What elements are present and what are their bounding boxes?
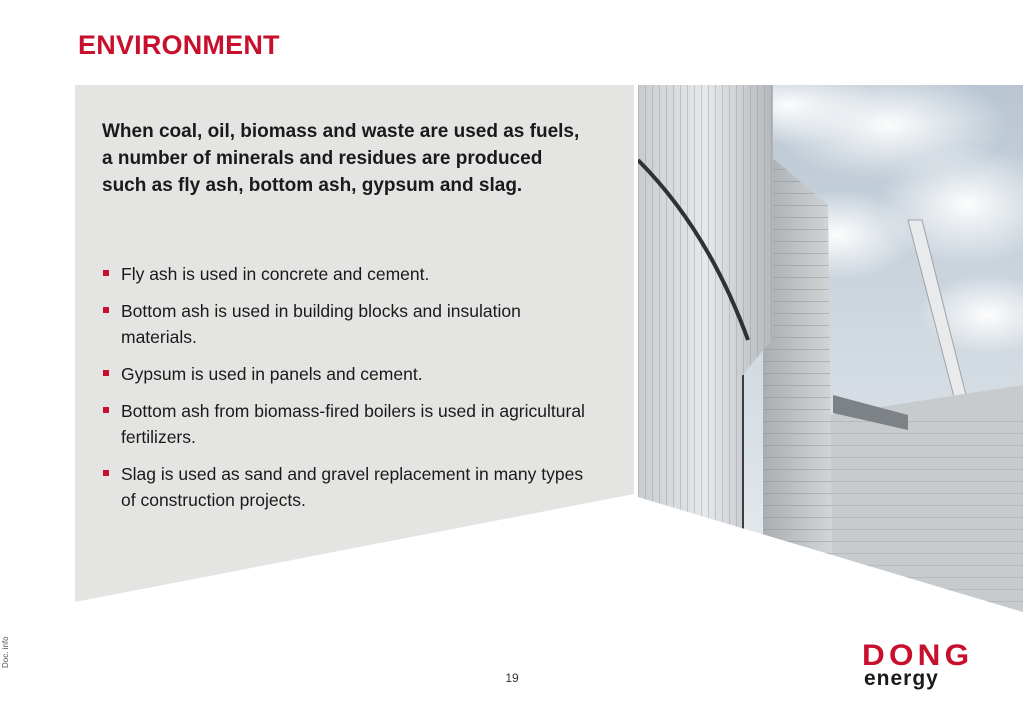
list-item — [102, 361, 592, 387]
list-item-text: Bottom ash from biomass-fired boilers is used in agricultural fertilizers. — [121, 401, 585, 447]
list-item-text: Gypsum is used in panels and cement. — [121, 364, 423, 384]
square-bullet-icon — [103, 307, 109, 313]
list-item — [102, 261, 592, 287]
doc-info-label: Doc. info — [1, 636, 10, 668]
square-bullet-icon — [103, 407, 109, 413]
dong-energy-logo — [862, 641, 996, 689]
list-item — [102, 461, 592, 513]
power-plant-photo — [638, 85, 1023, 612]
list-item-text: Slag is used as sand and gravel replacement in many types of construction projects. — [121, 464, 584, 510]
list-item — [102, 398, 592, 450]
bullet-list — [102, 261, 592, 524]
list-item-text: Fly ash is used in concrete and cement. — [121, 264, 430, 284]
page-number: 19 — [505, 671, 519, 685]
list-item — [102, 298, 592, 350]
square-bullet-icon — [103, 370, 109, 376]
logo-wordmark-energy: energy — [864, 667, 939, 690]
square-bullet-icon — [103, 470, 109, 476]
list-item-text: Bottom ash is used in building blocks and insulation materials. — [121, 301, 521, 347]
square-bullet-icon — [103, 270, 109, 276]
logo-wordmark-dong: DONG — [862, 639, 974, 672]
intro-paragraph: When coal, oil, biomass and waste are used as fuels, a number of minerals and residues are produced such as fly ash, bottom ash, gypsum and slag. — [102, 121, 580, 196]
slide-title: ENVIRONMENT — [78, 30, 280, 60]
